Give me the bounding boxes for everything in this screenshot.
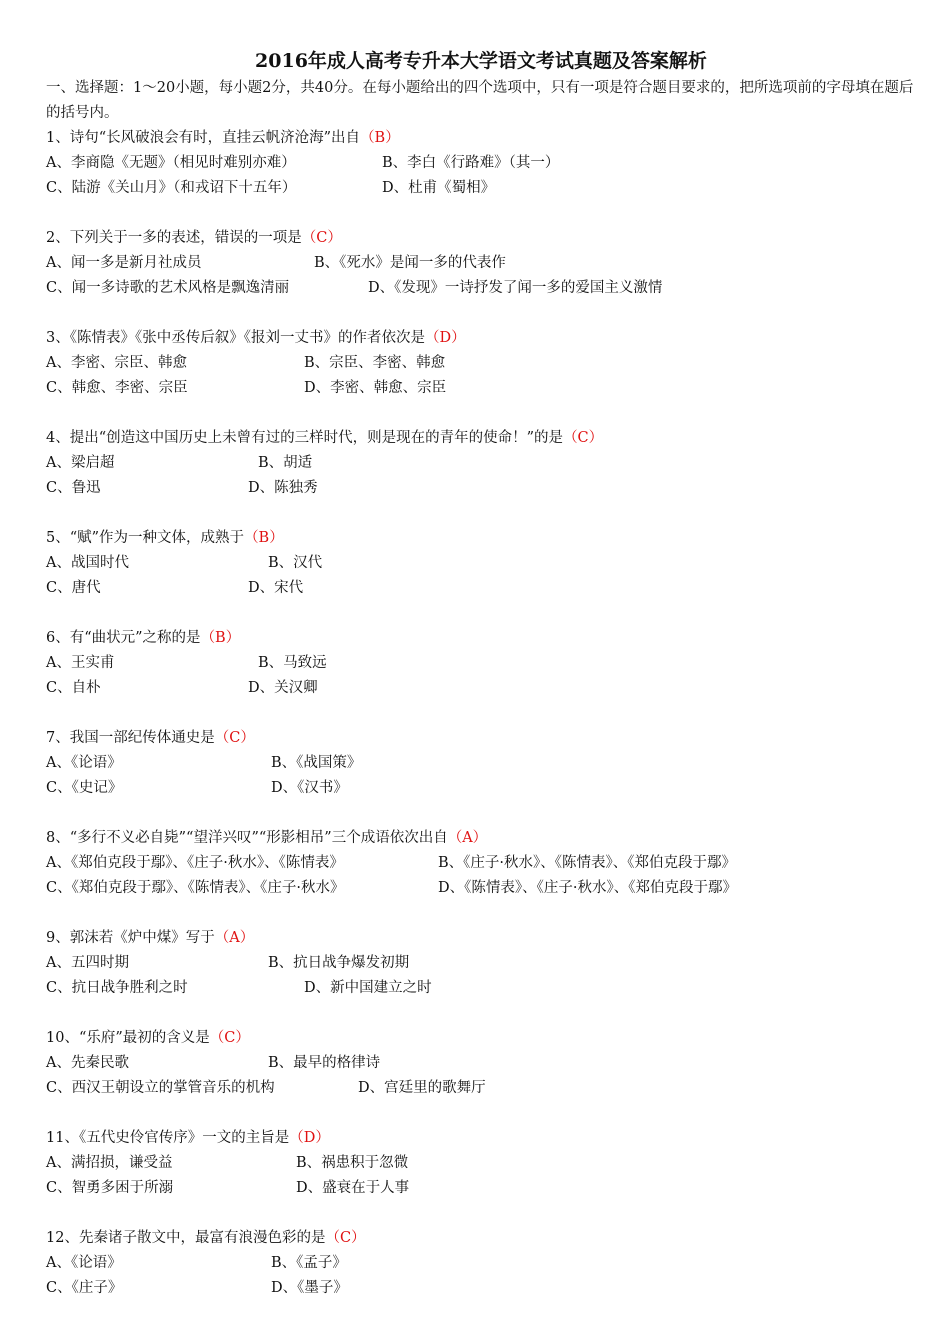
question-stem [46,126,916,151]
question-stem [46,1026,916,1051]
option-d: D、《发现》一诗抒发了闻一多的爱国主义激情 [368,280,663,296]
options-row [46,951,916,976]
option-a: A、《郑伯克段于鄢》、《庄子·秋水》、《陈情表》 [46,855,344,871]
option-c: C、自朴 [46,680,101,696]
option-a: A、《论语》 [46,1255,122,1271]
spacer [46,901,916,926]
options-row [46,1276,916,1301]
spacer [46,601,916,626]
question-block [46,326,916,426]
page-title: 2016年成人高考专升本大学语文考试真题及答案解析 [255,50,707,72]
question-block [46,626,916,726]
instructions: 一、选择题：1～20小题，每小题2分，共40分。在每小题给出的四个选项中，只有一项是符合题目要求的，把所选项前的字母填在题后的括号内。 [46,80,914,121]
options-row [46,476,916,501]
question-stem [46,926,916,951]
question-text: 4、提出“创造这中国历史上未曾有过的三样时代，则是现在的青年的使命！”的是 [46,430,564,446]
options-row [46,1151,916,1176]
question-text: 8、“多行不义必自毙”“望洋兴叹”“形影相吊”三个成语依次出自 [46,830,448,846]
answer-mark: （B） [200,630,241,646]
question-block [46,526,916,626]
question-block [46,726,916,826]
option-b: B、抗日战争爆发初期 [268,955,410,971]
spacer [46,801,916,826]
option-d: D、关汉卿 [248,680,318,696]
question-text: 7、我国一部纪传体通史是 [46,730,215,746]
question-block [46,226,916,326]
question-text: 3、《陈情表》《张中丞传后叙》《报刘一丈书》的作者依次是 [46,330,425,346]
option-c: C、鲁迅 [46,480,101,496]
option-b: B、宗臣、李密、韩愈 [304,355,446,371]
options-row [46,251,916,276]
answer-mark: （C） [325,1230,366,1246]
option-c: C、韩愈、李密、宗臣 [46,380,188,396]
option-a: A、五四时期 [46,955,129,971]
spacer [46,301,916,326]
question-text: 5、“赋”作为一种文体，成熟于 [46,530,245,546]
question-stem [46,826,916,851]
question-stem [46,1126,916,1151]
option-a: A、闻一多是新月社成员 [46,255,202,271]
spacer [46,501,916,526]
options-row [46,1251,916,1276]
answer-mark: （A） [214,930,255,946]
question-text: 12、先秦诸子散文中，最富有浪漫色彩的是 [46,1230,326,1246]
question-text: 9、郭沫若《炉中煤》写于 [46,930,215,946]
option-d: D、李密、韩愈、宗臣 [304,380,447,396]
option-d: D、《汉书》 [271,780,348,796]
spacer [46,201,916,226]
question-block [46,426,916,526]
options-row [46,876,916,901]
answer-mark: （C） [301,230,342,246]
spacer [46,1001,916,1026]
question-stem [46,1226,916,1251]
options-row [46,376,916,401]
question-block [46,126,916,226]
option-c: C、闻一多诗歌的艺术风格是飘逸清丽 [46,280,290,296]
question-text: 10、“乐府”最初的含义是 [46,1030,210,1046]
question-block [46,1226,916,1301]
option-d: D、杜甫《蜀相》 [382,180,496,196]
option-b: B、《死水》是闻一多的代表作 [314,255,506,271]
options-row [46,776,916,801]
spacer [46,1201,916,1226]
question-stem [46,726,916,751]
option-c: C、《史记》 [46,780,123,796]
question-stem [46,226,916,251]
options-row [46,451,916,476]
option-a: A、梁启超 [46,455,115,471]
option-d: D、盛衰在于人事 [296,1180,410,1196]
answer-mark: （C） [563,430,604,446]
options-row [46,551,916,576]
option-c: C、西汉王朝设立的掌管音乐的机构 [46,1080,275,1096]
option-b: B、李白《行路难》（其一） [382,155,560,171]
question-text: 1、诗句“长风破浪会有时，直挂云帆济沧海”出自 [46,130,361,146]
spacer [46,701,916,726]
spacer [46,1101,916,1126]
answer-mark: （A） [447,830,488,846]
answer-mark: （C） [209,1030,250,1046]
option-b: B、《庄子·秋水》、《陈情表》、《郑伯克段于鄢》 [438,855,737,871]
answer-mark: （B） [244,530,284,546]
options-row [46,651,916,676]
options-row [46,851,916,876]
options-row [46,1051,916,1076]
options-row [46,576,916,601]
option-d: D、宫廷里的歌舞厅 [358,1080,486,1096]
option-a: A、战国时代 [46,555,129,571]
option-c: C、唐代 [46,580,101,596]
option-c: C、智勇多困于所溺 [46,1180,174,1196]
option-a: A、先秦民歌 [46,1055,129,1071]
option-b: B、胡适 [258,455,313,471]
spacer [46,401,916,426]
option-b: B、《孟子》 [271,1255,347,1271]
option-b: B、汉代 [268,555,323,571]
option-c: C、《庄子》 [46,1280,123,1296]
options-row [46,151,916,176]
document-page [46,48,916,1301]
answer-mark: （D） [289,1130,330,1146]
option-d: D、《陈情表》、《庄子·秋水》、《郑伯克段于鄢》 [438,880,737,896]
option-b: B、马致远 [258,655,327,671]
answer-mark: （B） [360,130,400,146]
option-a: A、李商隐《无题》（相见时难别亦难） [46,155,296,171]
question-block [46,1126,916,1226]
options-row [46,976,916,1001]
option-d: D、陈独秀 [248,480,318,496]
options-row [46,176,916,201]
options-row [46,751,916,776]
question-block [46,1026,916,1126]
question-text: 2、下列关于一多的表述，错误的一项是 [46,230,302,246]
option-a: A、《论语》 [46,755,122,771]
option-d: D、《墨子》 [271,1280,348,1296]
question-stem [46,426,916,451]
option-b: B、最早的格律诗 [268,1055,381,1071]
option-d: D、宋代 [248,580,304,596]
answer-mark: （C） [214,730,255,746]
answer-mark: （D） [424,330,466,346]
question-stem [46,326,916,351]
question-text: 11、《五代史伶官传序》一文的主旨是 [46,1130,290,1146]
options-row [46,676,916,701]
options-row [46,1176,916,1201]
option-c: C、《郑伯克段于鄢》、《陈情表》、《庄子·秋水》 [46,880,345,896]
options-row [46,351,916,376]
question-block [46,926,916,1026]
question-stem [46,526,916,551]
question-text: 6、有“曲状元”之称的是 [46,630,201,646]
option-a: A、李密、宗臣、韩愈 [46,355,187,371]
question-block [46,826,916,926]
option-a: A、满招损，谦受益 [46,1155,173,1171]
options-row [46,1076,916,1101]
option-c: C、陆游《关山月》（和戎诏下十五年） [46,180,297,196]
option-b: B、《战国策》 [271,755,362,771]
question-stem [46,626,916,651]
options-row [46,276,916,301]
option-d: D、新中国建立之时 [304,980,432,996]
option-c: C、抗日战争胜利之时 [46,980,188,996]
question-list [46,126,916,1301]
option-b: B、祸患积于忽微 [296,1155,409,1171]
option-a: A、王实甫 [46,655,115,671]
